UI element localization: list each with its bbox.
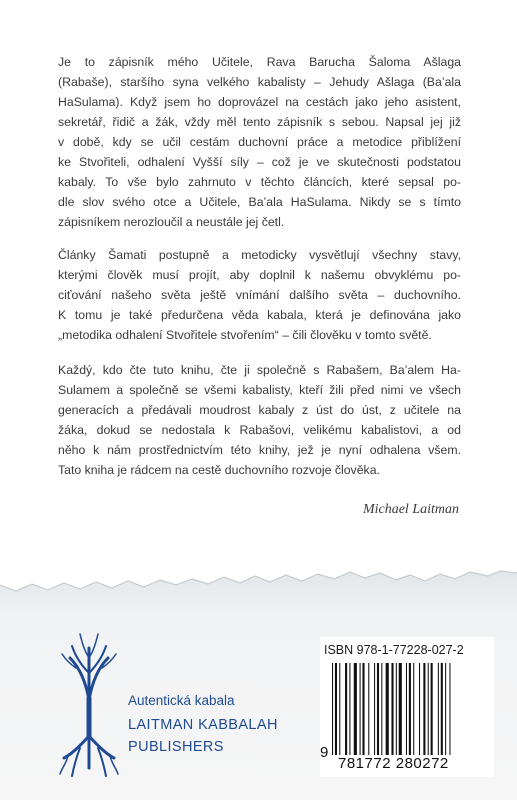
text-line: Je to zápisník mého Učitele, Rava Barucha Šaloma Ašlaga: [58, 55, 461, 69]
text-line: sekretář, řidič a žák, vždy měl tento zápisník s sebou. Napsal jej již: [58, 115, 461, 129]
text-line: K tomu je také předurčena věda kabala, která je definována jako: [58, 308, 461, 322]
isbn-label: ISBN 978-1-77228-027-2: [324, 643, 464, 657]
ean-digits: 781772 280272: [338, 755, 449, 772]
text-line: „metodika odhalení Stvořitele stvořením“ – čili člověku v tomto světě.: [58, 328, 432, 342]
publisher-subtitle: Autentická kabala: [128, 693, 235, 708]
text-line: dle slov svého otce a Učitele, Ba’ala HaSulama. Nikdy se s tímto: [58, 195, 461, 209]
text-line: Každý, kdo čte tuto knihu, čte ji společně s Rabašem, Ba’alem Ha-: [58, 363, 461, 377]
text-line: v době, kdy se učil cestám duchovní práce a metodice přiblížení: [58, 135, 461, 149]
barcode-bars: [332, 663, 490, 755]
text-line: HaSulama). Když jsem ho doprovázel na cestách jako jeho asistent,: [58, 95, 461, 109]
publisher-name-line2: PUBLISHERS: [128, 739, 224, 755]
paragraph-2: [58, 245, 461, 345]
text-line: kterými člověk musí projít, aby doplnil k našemu obvyklému po-: [58, 268, 461, 282]
text-line: generacích a předávali moudrost kabaly z úst do úst, z učitele na: [58, 403, 461, 417]
barcode-box: [320, 637, 494, 777]
text-line: Sulamem a společně se všemi kabalisty, kteří žili před nimi ve všech: [58, 383, 461, 397]
text-line: zápisníkem nerozloučil a neustále jej četl.: [58, 215, 285, 229]
text-line: Články Šamati postupně a metodicky vysvětlují všechny stavy,: [58, 248, 461, 262]
paragraph-1: [58, 52, 461, 232]
torn-paper-edge: [0, 535, 517, 610]
ean-first-digit: 9: [320, 744, 329, 761]
text-line: kabaly. To vše bylo zahrnuto v těchto článcích, které sepsal po-: [58, 175, 461, 189]
text-line: něho k nám prostřednictvím této knihy, jež je nyní odhalena všem.: [58, 443, 461, 457]
text-line: ciťování našeho světa ještě vnímání dalšího světa – duchovního.: [58, 288, 461, 302]
author-signature: Michael Laitman: [362, 502, 459, 517]
paragraph-3: [58, 360, 461, 480]
tree-logo-icon: [58, 628, 120, 780]
text-line: (Rabaše), staršího syna velkého kabalisty – Jehudy Ašlaga (Ba’ala: [58, 75, 461, 89]
text-line: Tato kniha je rádcem na cestě duchovního rozvoje člověka.: [58, 463, 380, 477]
text-line: ke Stvořiteli, odhalení Vyšší síly – což je ve skutečnosti podstatou: [58, 155, 461, 169]
text-line: žáka, dokud se nedostala k Rabašovi, velikému kabalistovi, a od: [58, 423, 461, 437]
publisher-name-line1: LAITMAN KABBALAH: [128, 717, 278, 733]
